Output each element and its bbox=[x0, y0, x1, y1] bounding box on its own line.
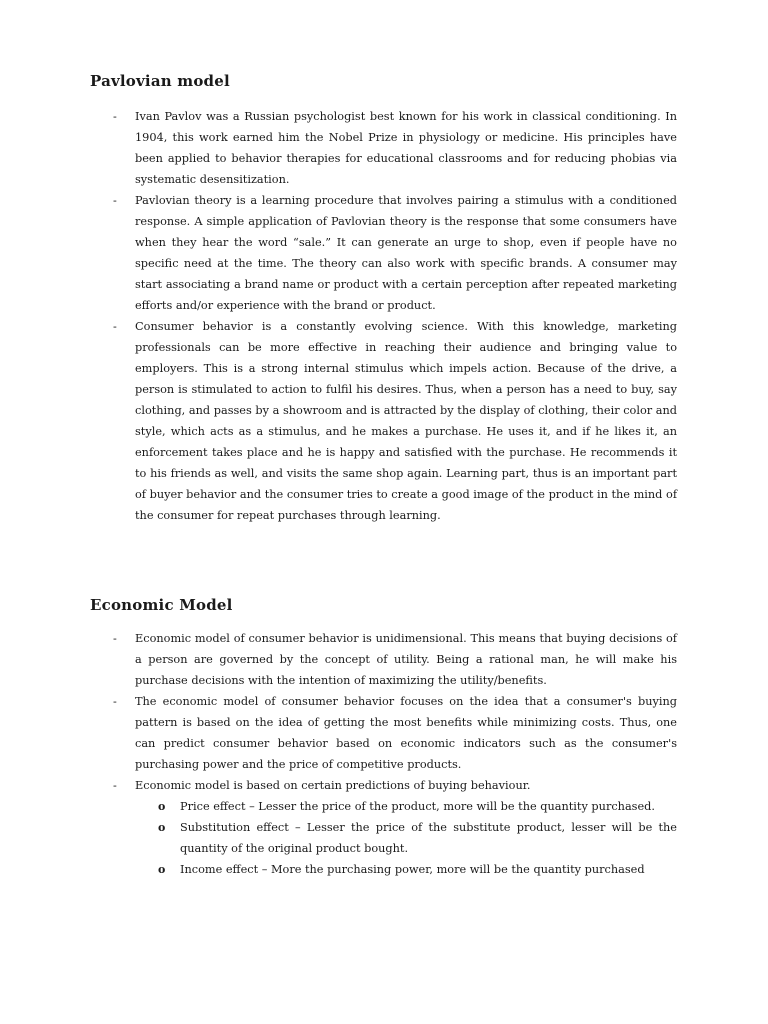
bullet-marker: o bbox=[158, 800, 166, 813]
sub-list-item-text: Substitution effect – Lesser the price of the substitute product, lesser will be the quantity of the original product bought. bbox=[180, 821, 677, 855]
dash-marker: - bbox=[113, 110, 117, 123]
sub-list-item-text: Price effect – Lesser the price of the product, more will be the quantity purchased. bbox=[180, 800, 655, 813]
bullet-marker: o bbox=[158, 863, 166, 876]
list-item bbox=[0, 775, 677, 796]
sub-list-container bbox=[0, 796, 677, 880]
sub-list-item-text: Income effect – More the purchasing power, more will be the quantity purchased bbox=[180, 863, 645, 876]
list-item bbox=[0, 691, 677, 775]
list-item bbox=[0, 316, 677, 526]
list-item bbox=[0, 628, 677, 691]
list-item-text: Ivan Pavlov was a Russian psychologist best known for his work in classical conditioning. In 1904, this work earned him the Nobel Prize in physiology or medicine. His principles have been applied to behavior therapies for educational classrooms and for reducing phobias via systematic desensitization. bbox=[135, 110, 677, 186]
sub-list-item bbox=[0, 796, 677, 817]
dash-marker: - bbox=[113, 695, 117, 708]
list-item-text: Pavlovian theory is a learning procedure that involves pairing a stimulus with a conditioned response. A simple application of Pavlovian theory is the response that some consumers have when they hear the word “sale.” It can generate an urge to shop, even if people have no specific need at the time. The theory can also work with specific brands. A consumer may start associating a brand name or product with a certain perception after repeated marketing efforts and/or experience with the brand or product. bbox=[135, 194, 677, 312]
dash-marker: - bbox=[113, 194, 117, 207]
economic-list bbox=[0, 628, 677, 880]
bullet-marker: o bbox=[158, 821, 166, 834]
section-heading-pavlovian: Pavlovian model bbox=[90, 72, 230, 90]
list-item-text: The economic model of consumer behavior focuses on the idea that a consumer's buying pattern is based on the idea of getting the most benefits while minimizing costs. Thus, one can predict consumer behavior based on economic indicators such as the consumer's purchasing power and the price of competitive products. bbox=[135, 695, 677, 771]
dash-marker: - bbox=[113, 779, 117, 792]
list-item bbox=[0, 106, 677, 190]
list-item-text: Consumer behavior is a constantly evolving science. With this knowledge, marketing professionals can be more effective in reaching their audience and bringing value to employers. This is a strong internal stimulus which impels action. Because of the drive, a person is stimulated to action to fulfil his desires. Thus, when a person has a need to buy, say clothing, and passes by a showroom and is attracted by the display of clothing, their color and style, which acts as a stimulus, and he makes a purchase. He uses it, and if he likes it, an enforcement takes place and he is happy and satisfied with the purchase. He recommends it to his friends as well, and visits the same shop again. Learning part, thus is an important part of buyer behavior and the consumer tries to create a good image of the product in the mind of the consumer for repeat purchases through learning. bbox=[135, 320, 677, 522]
dash-marker: - bbox=[113, 320, 117, 333]
list-item-text: Economic model is based on certain predictions of buying behaviour. bbox=[135, 779, 531, 792]
section-heading-economic: Economic Model bbox=[90, 596, 233, 614]
pavlovian-list bbox=[0, 106, 677, 526]
economic-effects-sublist bbox=[0, 796, 677, 880]
list-item-text: Economic model of consumer behavior is unidimensional. This means that buying decisions of a person are governed by the concept of utility. Being a rational man, he will make his purchase decisions with the intention of maximizing the utility/benefits. bbox=[135, 632, 677, 687]
list-item bbox=[0, 190, 677, 316]
sub-list-item bbox=[0, 817, 677, 859]
dash-marker: - bbox=[113, 632, 117, 645]
sub-list-item bbox=[0, 859, 677, 880]
